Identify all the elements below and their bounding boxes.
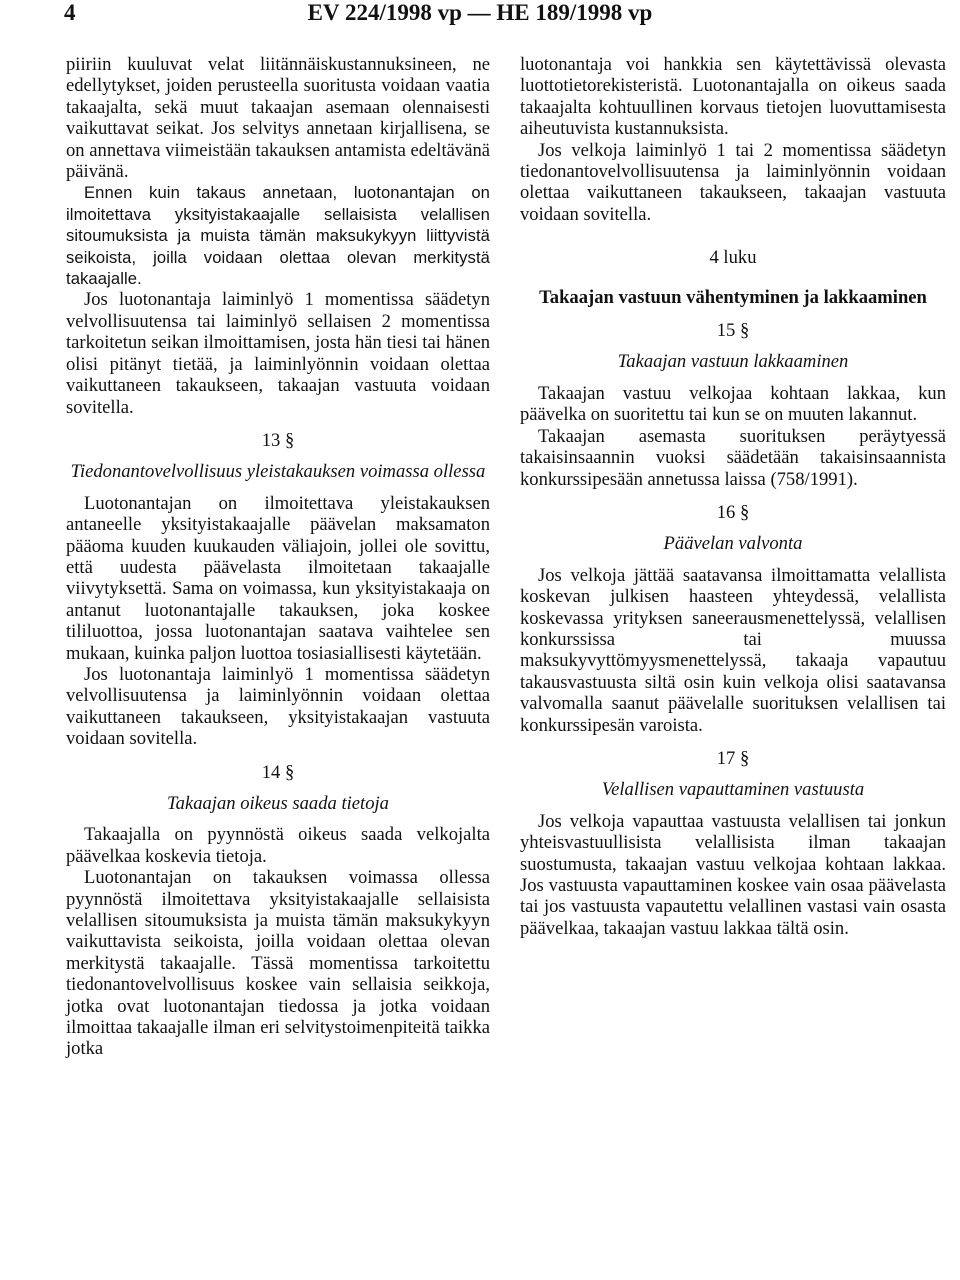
paragraph: Jos velkoja vapauttaa vastuusta velallisen tai jonkun yhteisvastuullisista velallisista ilman takaajan suostumusta, takaajan vastuu velkojaa kohtaan lakkaa. Jos vastuusta vapauttaminen koskee vain osaa päävelasta tai jos vastuusta vapautettu velallinen vastasi vain osasta päävelkaa, takaajan vastuu lakkaa tältä osin. [520, 810, 946, 939]
chapter-number: 4 luku [709, 247, 757, 269]
running-head: EV 224/1998 vp — HE 189/1998 vp [307, 0, 653, 25]
section-title: Päävelan valvonta [663, 533, 803, 555]
section-title: Tiedonantovelvollisuus yleistakauksen voimassa ollessa [70, 461, 486, 483]
section-number: 17 § [716, 747, 750, 769]
paragraph: Jos velkoja jättää saatavansa ilmoittamatta velallista koskevan julkisen haasteen yhteydessä, velallista koskevassa yrityksen saneerausmenettelyssä, velallisen konkurssissa tai muussa maksukyvyttömyysmenettelyssä, takaaja vapautuu takausvastuusta siltä osin kuin velkoja olisi saatavansa valvomalla saanut päävelalle suorituksen velallisen tai konkurssipesän varoista. [520, 564, 946, 736]
section-number: 14 § [261, 761, 295, 783]
right-column [520, 54, 946, 939]
paragraph: Jos luotonantaja laiminlyö 1 momentissa säädetyn velvollisuutensa tai laiminlyö sellaisen 2 momentissa tarkoitetun seikan ilmoittamisen, josta hän tiesi tai hänen olisi pitänyt tietää, ja laiminlyönnin voidaan olettaa vaikuttaneen takaukseen, takaajan vastuuta voidaan sovitella. [66, 289, 490, 418]
paragraph: Ennen kuin takaus annetaan, luotonantajan on ilmoitettava yksityistakaajalle sellaisista velallisen sitoumuksista ja muista tämän maksukykyyn liittyvistä seikoista, joilla voidaan olettaa olevan merkitystä takaajalle. [66, 183, 490, 289]
section-title: Velallisen vapauttaminen vastuusta [601, 779, 865, 801]
paragraph: Luotonantajan on takauksen voimassa ollessa pyynnöstä ilmoitettava yksityistakaajalle sellaisista velallisen sitoumuksista ja muista tämän maksukykyyn vaikuttavista seikoista, joilla voidaan olettaa olevan merkitystä takaajalle. Tässä momentissa tarkoitettu tiedonantovelvollisuus koskee vain sellaisia seikkoja, jotka ovat luotonantajan tiedossa ja jotka voidaan ilmoittaa takaajalle ilman eri selvitystoimenpiteitä taikka jotka [66, 867, 490, 1060]
paragraph: Takaajan asemasta suorituksen peräytyessä takaisinsaannin vuoksi säädetään takaisinsaannista konkurssipesään annetussa laissa (758/1991). [520, 425, 946, 490]
paragraph: Takaajan vastuu velkojaa kohtaan lakkaa, kun päävelka on suoritettu tai kun se on muuten lakannut. [520, 382, 946, 426]
paragraph: Jos velkoja laiminlyö 1 tai 2 momentissa säädetyn tiedonantovelvollisuutensa ja laiminlyönnin voidaan olettaa vaikuttaneen takaukseen, takaajan vastuuta voidaan sovitella. [520, 139, 946, 225]
section-number: 16 § [716, 501, 750, 523]
page-number: 4 [64, 0, 76, 25]
paragraph: Luotonantajan on ilmoitettava yleistakauksen antaneelle yksityistakaajalle päävelan maksamaton pääoma kuuden kuukauden väliajoin, jollei ole sovittu, että uudesta päävelasta ilmoitetaan takaajalle viivytyksettä. Sama on voimassa, kun yksityistakaaja on antanut luotonantajalle takauksen, joka koskee tililuottoa, jossa luotonantajan saatava vaihtelee sen mukaan, kuinka paljon luottoa tosiasiallisesti käytetään. [66, 492, 490, 664]
section-title: Takaajan oikeus saada tietoja [167, 793, 389, 814]
paragraph: Takaajalla on pyynnöstä oikeus saada velkojalta päävelkaa koskevia tietoja. [66, 824, 490, 867]
section-number: 15 § [716, 320, 750, 342]
page-header [0, 0, 960, 36]
section-title: Takaajan vastuun lakkaaminen [617, 351, 849, 373]
paragraph: luotonantaja voi hankkia sen käytettävissä olevasta luottotietorekisteristä. Luotonantajalla on oikeus saada takaajalta kohtuullinen korvaus tietojen luovuttamisesta aiheutuvista kustannuksista. [520, 54, 946, 140]
section-number: 13 § [261, 429, 295, 451]
paragraph: Jos luotonantaja laiminlyö 1 momentissa säädetyn velvollisuutensa ja laiminlyönnin voidaan olettaa vaikuttaneen takaukseen, yksityistakaajan vastuuta voidaan sovitella. [66, 663, 490, 750]
chapter-title: Takaajan vastuun vähentyminen ja lakkaaminen [539, 286, 927, 308]
left-column [66, 54, 490, 1060]
paragraph: piiriin kuuluvat velat liitännäiskustannuksineen, ne edellytykset, joiden perusteella suoritusta voidaan vaatia takaajalta, sekä muut takaajan asemaan olennaisesti vaikuttavat seikat. Jos selvitys annetaan kirjallisena, se on annettava viimeistään takauksen antamista edeltävänä päivänä. [66, 54, 490, 183]
